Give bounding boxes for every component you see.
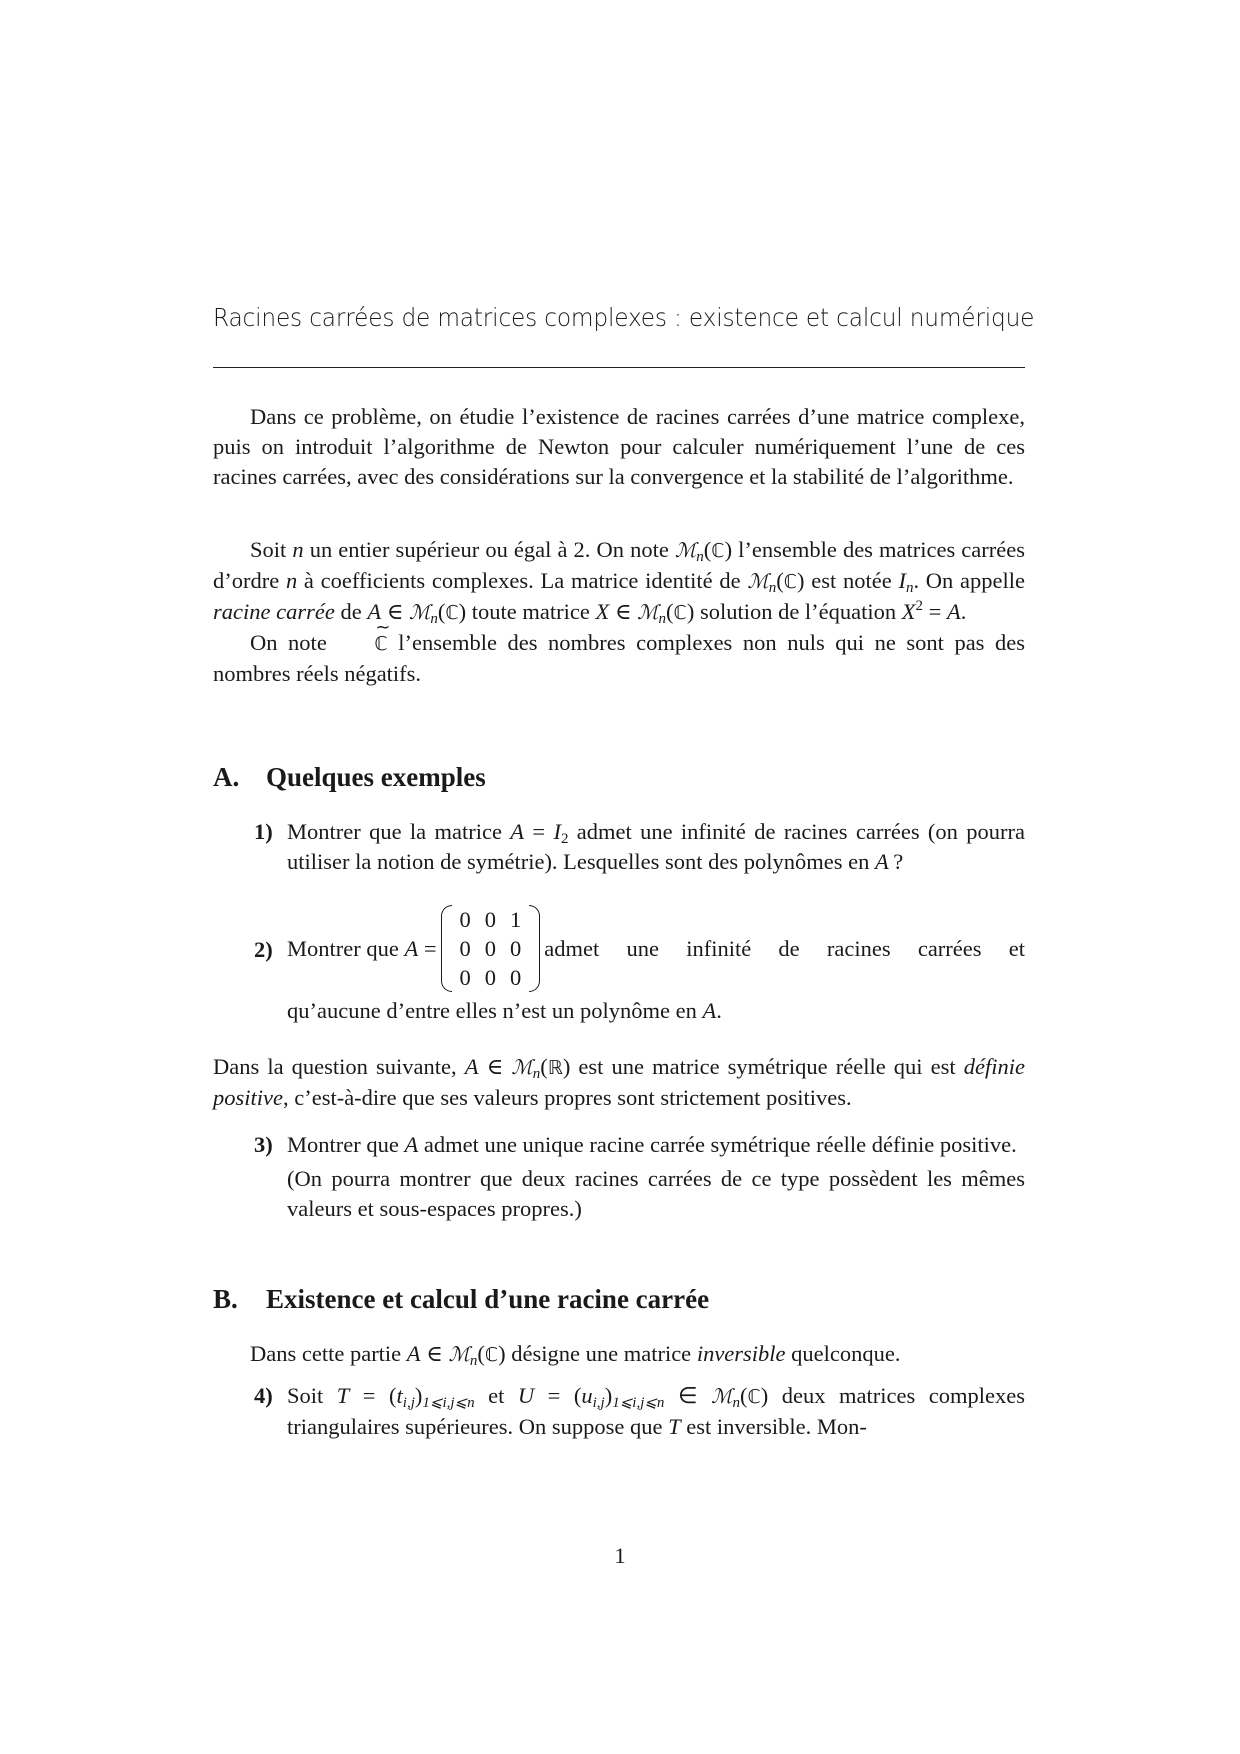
text-span: I	[553, 819, 561, 844]
text-span: n	[905, 580, 914, 596]
matrix-a	[441, 905, 541, 992]
text-span: A	[702, 998, 717, 1023]
text-span: n	[285, 568, 298, 593]
text-span: ℂ	[783, 571, 798, 593]
text-span: n	[532, 1066, 541, 1082]
text-span: n	[469, 1353, 478, 1369]
text-span: A	[404, 935, 419, 961]
text-span: I	[898, 568, 906, 593]
text-span: ℳ	[408, 600, 431, 624]
text-span: n	[430, 611, 438, 627]
text-span: à coefficients complexes. La matrice identité de	[297, 568, 748, 593]
text-span: T	[336, 1383, 350, 1408]
text-span: deux matrices complexes triangulaires supérieures. On suppose que	[287, 1383, 1025, 1439]
text-span: ℂ ~	[337, 629, 387, 659]
text-span: A	[406, 1341, 421, 1366]
text-span: i,j	[592, 1395, 605, 1411]
text-span: =	[524, 819, 554, 844]
text-span: u	[581, 1383, 593, 1408]
text-span: inversible	[696, 1341, 786, 1366]
text-span: ℳ	[637, 600, 659, 624]
text-span: solution de l’équation	[694, 599, 902, 624]
text-span: n	[732, 1395, 740, 1411]
text-span: 1)	[254, 819, 273, 844]
text-span: =	[534, 1383, 574, 1408]
text-span: (On pourra montrer que deux racines carrées de ce type possèdent les mêmes valeurs et sous-espaces propres.)	[287, 1166, 1025, 1221]
text-span: Dans la question suivante,	[213, 1054, 465, 1079]
text-span: 0	[510, 936, 522, 961]
text-span: i,j	[402, 1395, 415, 1411]
text-span: est une matrice symétrique réelle qui est	[570, 1054, 964, 1079]
text-span: ℂ	[673, 602, 687, 624]
text-span: ∈	[381, 599, 409, 624]
text-span: ℂ	[484, 1344, 499, 1366]
text-span: 0	[484, 965, 497, 990]
text-span: quelconque.	[785, 1341, 901, 1366]
section-b-intro: Dans cette partie A ∈ ℳ$_n$(ℂ) désigne une matrice inversible quelconque.	[250, 1341, 901, 1369]
text-span: ∈	[664, 1383, 712, 1408]
text-span: 2	[915, 598, 924, 614]
text-span: A	[367, 599, 382, 624]
text-span: On note	[250, 630, 338, 655]
text-span: n	[658, 611, 667, 627]
text-span: Dans ce problème, on étudie l’existence de racines carrées d’une matrice complexe, puis on introduit l’algorithme de Newton pour calculer numériquement l’une de ces racines carrées, avec des considérations sur la convergence et la stabilité de l’algorithme.	[213, 404, 1025, 489]
page-number: 1	[614, 1543, 626, 1568]
text-span: ℳ	[674, 538, 697, 562]
text-span: n	[768, 580, 777, 596]
text-span: admet une infinité de racines carrées (on pourra utiliser la notion de symétrie). Lesquelles sont des polynômes en	[287, 819, 1025, 874]
text-span: U	[517, 1383, 535, 1408]
text-span: ∈	[478, 1054, 512, 1079]
text-span: A	[510, 819, 525, 844]
text-span: est notée	[804, 568, 899, 593]
section-heading-a	[213, 762, 486, 793]
text-span: ∈	[420, 1341, 449, 1366]
text-span: ℂ	[747, 1386, 761, 1408]
text-span: désigne une matrice	[505, 1341, 697, 1366]
question-3	[213, 1130, 1025, 1224]
question-4: 4) Soit $T = (t_{i,j})_{1⩽i,j⩽n}$ et $U = (u_{i,j})_{1⩽i,j⩽n}$ ∈ ℳ$_n$(ℂ) deux matrices complexes triangulaires supérieures. On suppose que T est inversible. Mon-	[254, 1383, 1025, 1439]
text-span: Montrer que	[287, 935, 405, 961]
text-span: Montrer que	[287, 1132, 405, 1157]
text-span: ℝ	[547, 1057, 563, 1079]
text-span: 3)	[254, 1132, 273, 1157]
text-span: A	[946, 599, 961, 624]
text-span: ℳ	[747, 569, 769, 593]
text-span: X	[901, 599, 916, 624]
text-span: est inversible. Mon-	[680, 1414, 867, 1439]
text-span: 0	[459, 907, 471, 932]
text-span: Dans cette partie	[250, 1341, 407, 1366]
text-span: Soit	[287, 1383, 337, 1408]
text-span: ℂ	[711, 540, 725, 562]
text-span: 0	[484, 907, 497, 932]
text-span: , c’est-à-dire que ses valeurs propres sont strictement positives.	[282, 1085, 852, 1110]
question-2	[213, 905, 1025, 1026]
text-span: n	[696, 549, 704, 565]
text-span: =	[418, 935, 437, 961]
text-span: ℳ	[711, 1384, 733, 1408]
text-span: B.	[213, 1284, 238, 1314]
text-span: A	[464, 1054, 479, 1079]
text-span: 0	[484, 936, 497, 961]
text-span: un entier supérieur ou égal à 2. On note	[303, 537, 675, 562]
text-span: 0	[459, 965, 471, 990]
text-span: de	[334, 599, 368, 624]
text-span: Montrer que la matrice	[287, 819, 511, 844]
text-span: =	[923, 599, 947, 624]
text-span: racine carrée	[213, 599, 335, 624]
text-span: ∈	[609, 599, 638, 624]
text-span: 2)	[254, 937, 273, 962]
text-span: ℳ	[448, 1342, 470, 1366]
text-span: Existence et calcul d’une racine carrée	[266, 1284, 710, 1314]
text-span: 1⩽i,j⩽n	[422, 1395, 475, 1411]
paragraph-before-question-3: Dans la question suivante, A ∈ ℳ$_n$(ℝ) est une matrice symétrique réelle qui est définie positive, c’est-à-dire que ses valeurs propres sont strictement positives.	[213, 1054, 1025, 1110]
section-heading-b	[213, 1284, 709, 1315]
text-span: A.	[213, 762, 240, 792]
text-span: =	[349, 1383, 390, 1408]
text-span: Quelques exemples	[266, 762, 486, 792]
text-span: l’ensemble des matrices carrées d’ordre	[213, 537, 1025, 593]
text-span: . On appelle	[913, 568, 1025, 593]
text-span: X	[595, 599, 610, 624]
running-header-title: Racines carrées de matrices complexes : existence et calcul numérique	[213, 303, 1035, 332]
intro-paragraph-1	[213, 402, 1025, 492]
text-span: 1⩽i,j⩽n	[612, 1395, 665, 1411]
text-span: 0	[510, 965, 522, 990]
intro-paragraph-2: Soit n un entier supérieur ou égal à 2. On note ℳ$_n$(ℂ) l’ensemble des matrices carrées d’ordre n à coefficients complexes. La matrice identité de ℳ$_n$(ℂ) est notée $I_n$. On appelle racine carrée de A ∈ ℳ$_n$(ℂ) toute matrice X ∈ ℳ$_n$(ℂ) solution de l’équation $X^2 = A$. On note ℂ ~ l’ensemble des nombres complexes non nuls qui ne sont pas des nombres réels négatifs.	[213, 535, 1025, 689]
text-span: 0	[459, 936, 471, 961]
text-span: n	[292, 537, 304, 562]
text-span: ℳ	[511, 1055, 533, 1079]
text-span: 1	[510, 907, 522, 932]
text-span: A	[875, 849, 889, 874]
text-span: Soit	[250, 537, 293, 562]
text-span: .	[716, 998, 722, 1023]
text-span: A	[404, 1132, 419, 1157]
text-span: et	[474, 1383, 518, 1408]
question-1	[213, 817, 1025, 877]
text-span: t	[396, 1383, 403, 1408]
text-span: qu’aucune d’entre elles n’est un polynôme en	[287, 998, 703, 1023]
text-span: admet une infinité de racines carrées et	[544, 935, 1025, 961]
text-span: 4)	[254, 1383, 273, 1408]
text-span: T	[668, 1414, 681, 1439]
text-span: ℂ	[445, 602, 459, 624]
text-span: ?	[893, 849, 904, 874]
text-span: toute matrice	[466, 599, 596, 624]
header-rule	[213, 367, 1025, 368]
text-span: 2	[560, 831, 569, 847]
text-span: l’ensemble des nombres complexes non nuls qui ne sont pas des nombres réels négatifs.	[213, 630, 1025, 686]
text-span: définie positive	[213, 1054, 1025, 1110]
text-span: admet une unique racine carrée symétrique réelle définie positive.	[418, 1132, 1017, 1157]
